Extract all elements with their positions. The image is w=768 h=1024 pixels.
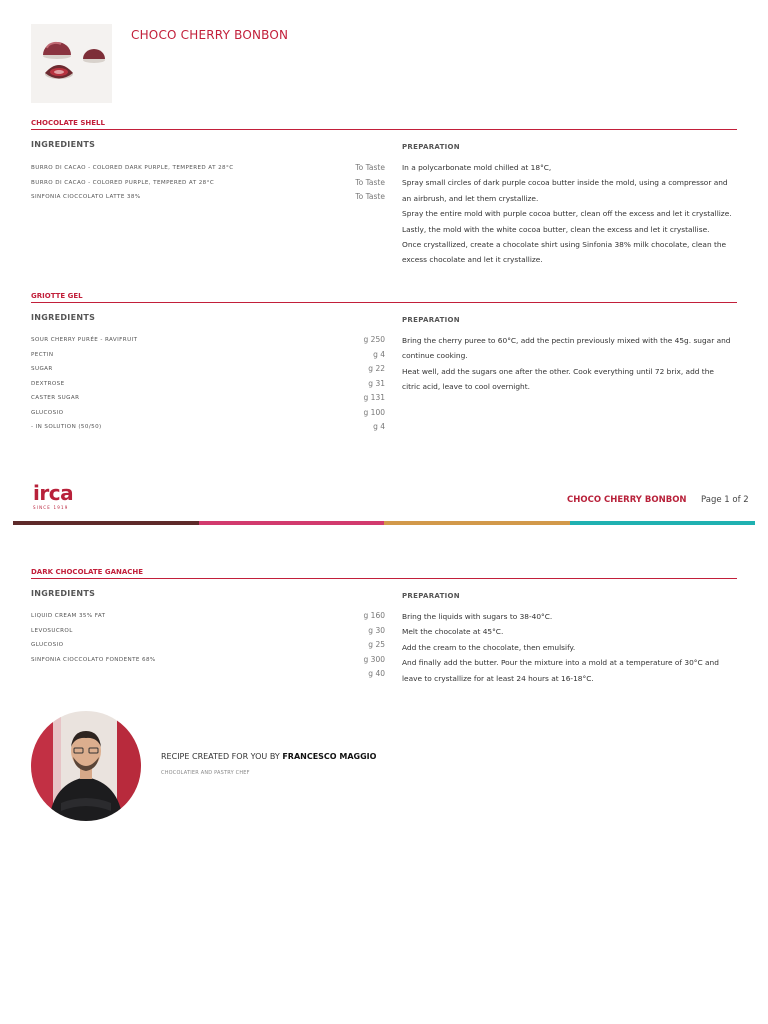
preparation-column [402,587,737,686]
ingredient-name: BURRO DI CACAO - COLORED DARK PURPLE, TEMPERED AT 28°C [31,165,234,171]
color-bar-segment [13,521,199,525]
ingredient-qty: g 4 [373,349,385,359]
ingredient-qty: g 30 [368,625,385,635]
preparation-line: Bring the liquids with sugars to 38-40°C. [402,612,553,621]
preparation-line: Melt the chocolate at 45°C. [402,627,504,637]
chef-credit-line [161,752,376,761]
ingredient-qty: g 40 [368,669,385,678]
preparation-line: excess chocolate and let it crystallize. [402,255,543,265]
ingredients-heading: INGREDIENTS [31,589,96,598]
footer-title: CHOCO CHERRY BONBON [567,495,687,505]
ingredient-name: LIQUID CREAM 35% FAT [31,613,106,619]
ingredient-name: LEVOSUCROL [31,627,73,634]
logo-wordmark: irca [33,481,74,505]
ingredient-qty: g 300 [363,654,385,664]
ingredient-name: GLUCOSIO [31,642,64,648]
section-title: CHOCOLATE SHELL [31,119,737,130]
preparation-column [402,138,737,268]
preparation-line: Heat well, add the sugars one after the other. Cook everything until 72 brix, add the [402,366,714,376]
chef-photo [31,711,141,821]
preparation-line: citric acid, leave to cool overnight. [402,382,530,392]
preparation-line: And finally add the butter. Pour the mixture into a mold at a temperature of 30°C and [402,658,719,668]
irca-logo [33,482,73,510]
preparation-line: continue cooking. [402,351,468,361]
ingredients-column [31,309,385,435]
ingredient-name: SINFONIA CIOCCOLATO LATTE 38% [31,194,141,200]
logo-since: SINCE 1919 [33,505,69,510]
ingredient-qty: g 31 [368,378,385,388]
ingredient-row [31,176,385,191]
ingredient-qty: To Taste [355,177,385,187]
ingredient-qty: g 4 [373,422,385,431]
ingredient-row [31,362,385,377]
preparation-heading: PREPARATION [402,143,460,151]
ingredient-name: DEXTROSE [31,380,65,387]
ingredient-row [31,609,385,624]
ingredient-name: PECTIN [31,351,54,358]
product-photo [31,24,112,103]
ingredient-qty: To Taste [355,163,385,172]
footer-color-bar [13,521,755,525]
ingredient-row [31,161,385,176]
ingredient-qty: To Taste [355,192,385,201]
ingredient-row [31,377,385,392]
ingredient-name: SOUR CHERRY PURÉE - RAVIFRUIT [31,337,138,343]
ingredients-heading: INGREDIENTS [31,313,96,322]
ingredients-heading: INGREDIENTS [31,140,96,149]
preparation-heading: PREPARATION [402,592,460,600]
ingredients-column [31,136,385,205]
ingredient-qty: g 100 [363,407,385,417]
preparation-line: Bring the cherry puree to 60°C, add the pectin previously mixed with the 45g. sugar and [402,336,731,345]
ingredient-qty: g 25 [368,640,385,649]
preparation-line: Add the cream to the chocolate, then emulsify. [402,642,576,652]
ingredient-name: SUGAR [31,366,53,372]
ingredient-row [31,333,385,348]
preparation-line: Lastly, the mold with the white cocoa butter, clean the excess and let it crystallise. [402,224,710,234]
ingredient-qty: g 131 [363,393,385,402]
color-bar-segment [384,521,570,525]
section-title: DARK CHOCOLATE GANACHE [31,568,737,579]
preparation-line: Spray the entire mold with purple cocoa butter, clean off the excess and let it crystallize. [402,209,732,219]
ingredient-name: SINFONIA CIOCCOLATO FONDENTE 68% [31,656,156,663]
preparation-line: Spray small circles of dark purple cocoa butter inside the mold, using a compressor and [402,178,728,188]
ingredient-qty: g 160 [363,611,385,620]
ingredient-row [31,624,385,639]
section-griotte-gel [31,292,737,431]
section-chocolate-shell [31,119,737,265]
ingredient-name: - IN SOLUTION (50/50) [31,424,102,430]
chef-name: FRANCESCO MAGGIO [282,752,377,761]
ingredient-name: GLUCOSIO [31,409,64,416]
preparation-column [402,311,737,395]
chef-role: CHOCOLATIER AND PASTRY CHEF [161,770,250,776]
preparation-line: an airbrush, and let them crystallize. [402,193,539,203]
preparation-line: leave to crystallize for at least 24 hours at 16-18°C. [402,673,594,683]
ingredient-row [31,653,385,668]
ingredient-row [31,348,385,363]
ingredient-row [31,391,385,406]
ingredient-row [31,638,385,653]
preparation-heading: PREPARATION [402,316,460,324]
ingredients-column [31,585,385,682]
color-bar-segment [199,521,385,525]
page-title: CHOCO CHERRY BONBON [131,28,289,42]
preparation-line: In a polycarbonate mold chilled at 18°C, [402,163,552,172]
title-block [31,24,751,104]
ingredient-row [31,420,385,435]
ingredient-name: CASTER SUGAR [31,395,80,401]
ingredient-row [31,406,385,421]
ingredient-row [31,190,385,205]
color-bar-segment [570,521,756,525]
preparation-line: Once crystallized, create a chocolate shirt using Sinfonia 38% milk chocolate, clean the [402,240,727,250]
ingredient-row [31,667,385,682]
ingredient-qty: g 22 [368,364,385,373]
section-title: GRIOTTE GEL [31,292,737,303]
credit-prefix: RECIPE CREATED FOR YOU BY [161,752,283,761]
section-dark-chocolate-ganache [31,568,737,683]
ingredient-name: BURRO DI CACAO - COLORED PURPLE, TEMPERED AT 28°C [31,179,215,186]
page-number: Page 1 of 2 [701,495,749,505]
ingredient-qty: g 250 [363,335,385,344]
chef-credit [31,711,751,823]
